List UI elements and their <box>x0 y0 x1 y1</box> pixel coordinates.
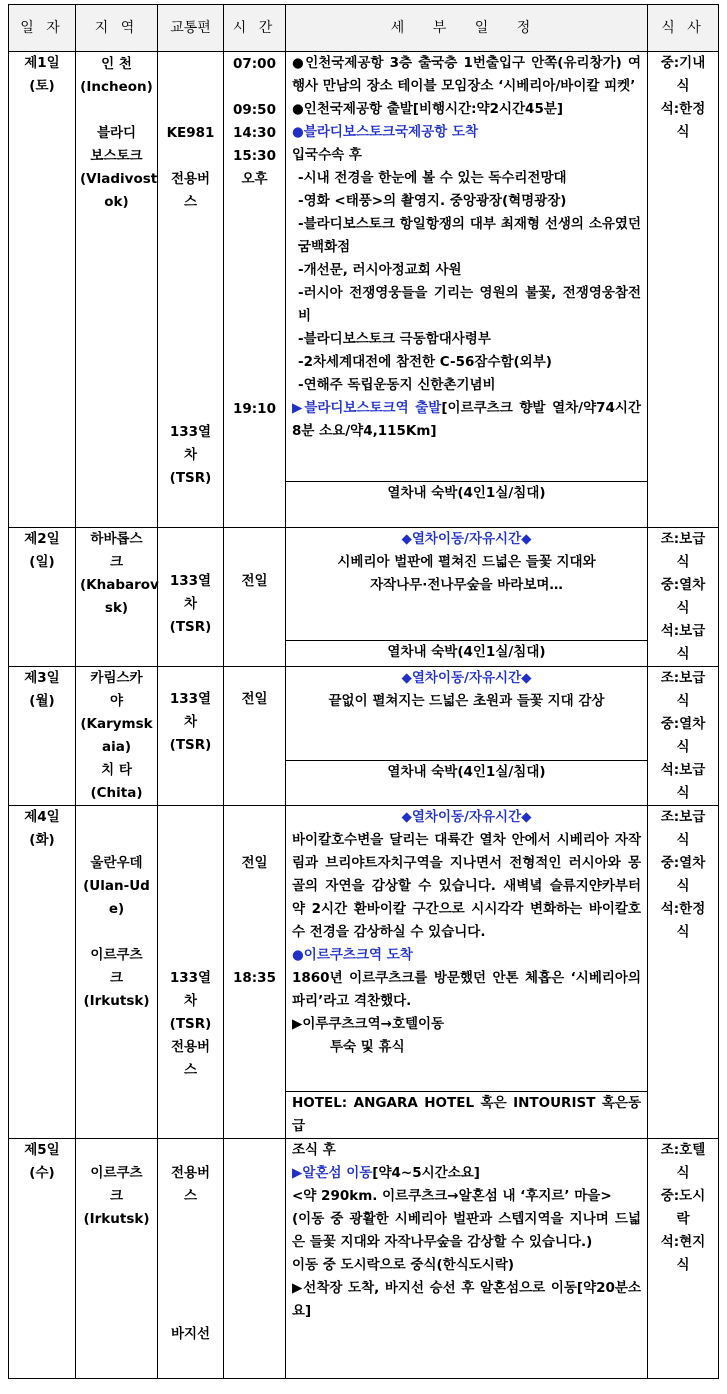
day4-hotel: HOTEL: ANGARA HOTEL 혹은 INTOURIST 혹은동급 <box>286 1092 648 1139</box>
day3-region: 카림스카 야 (Karymsk aia) 치 타 (Chita) <box>76 667 158 806</box>
day4-transport: 133열 차 (TSR) 전용버 스 <box>158 806 224 1139</box>
day5-transport: 전용버 스 바지선 <box>158 1139 224 1379</box>
header-meal: 식 사 <box>648 5 719 52</box>
header-row <box>9 5 719 52</box>
day1-region: 인 천 (Incheon) 블라디 보스토크 (Vladivost ok) <box>76 52 158 528</box>
day1-details: ●인천국제공항 3층 출국층 1번출입구 안쪽(유리창가) 여행사 만남의 장소 테이블 모임장소 ‘시베리아/바이칼 피켓’ ●인천국제공항 출발[비행시간:약2시간45분] ●블라디보스토크국제공항 도착 입국수속 후 -시내 전경을 한눈에 볼 수 있는 독수리전망대 -영화 <태풍>의 촬영지. 중앙광장(혁명광장) -블라디보스토크 항일항쟁의 대부 최재형 선생의 소유였던 굼백화점 -개선문, 러시아정교회 사원 -러시아 전쟁영웅들을 기리는 영원의 불꽃, 전쟁영웅참전비 -블라디보스토크 극동함대사령부 -2차세계대전에 참전한 C-56잠수함(외부) -연해주 독립운동지 신한촌기념비 ▶블라디보스토크역 출발[이르쿠츠크 향발 열차/약74시간8분 소요/약4,115Km] <box>286 52 648 482</box>
day3-details: ◆열차이동/자유시간◆ 끝없이 펼쳐지는 드넓은 초원과 들꽃 지대 감상 <box>286 667 648 761</box>
day3-label: 제3일 (월) <box>9 667 76 806</box>
day4-label: 제4일 (화) <box>9 806 76 1139</box>
day5-label: 제5일 (수) <box>9 1139 76 1379</box>
day5-row <box>9 1139 719 1379</box>
day2-times: 전일 <box>224 528 286 667</box>
header-transport: 교통편 <box>158 5 224 52</box>
day3-lodging: 열차내 숙박(4인1실/침대) <box>286 761 648 806</box>
day2-lodging: 열차내 숙박(4인1실/침대) <box>286 641 648 667</box>
day2-transport: 133열 차 (TSR) <box>158 528 224 667</box>
day5-times <box>224 1139 286 1379</box>
itinerary-table <box>8 4 719 1379</box>
day1-label: 제1일 (토) <box>9 52 76 528</box>
day1-transport: KE981 전용버 스 133열 차 (TSR) <box>158 52 224 528</box>
day3-transport: 133열 차 (TSR) <box>158 667 224 806</box>
day2-label: 제2일 (일) <box>9 528 76 667</box>
day1-meals: 중:기내 식 석:한정 식 <box>648 52 719 528</box>
day2-row <box>9 528 719 641</box>
day4-meals: 조:보급 식 중:열차 식 석:한정 식 <box>648 806 719 1139</box>
day2-meals: 조:보급 식 중:열차 식 석:보급 식 <box>648 528 719 667</box>
day4-region: 울란우데 (Ulan-Ud e) 이르쿠츠 크 (Irkutsk) <box>76 806 158 1139</box>
day4-row <box>9 806 719 1092</box>
day4-times: 전일 18:35 <box>224 806 286 1139</box>
day2-region: 하바롭스 크 (Khabarov sk) <box>76 528 158 667</box>
day1-lodging: 열차내 숙박(4인1실/침대) <box>286 482 648 528</box>
day4-details: ◆열차이동/자유시간◆ 바이칼호수변을 달리는 대륙간 열차 안에서 시베리아 자작림과 브리야트자치구역을 지나면서 전형적인 러시아와 몽골의 자연을 감상할 수 있습니다. 새벽녘 슬류지얀카부터 약 2시간 환바이칼 구간으로 시시각각 변화하는 바이칼호수 전경을 감상하실 수 있습니다. ●이르쿠츠크역 도착 1860년 이르쿠츠크를 방문했던 안톤 체홉은 ‘시베리아의 파리’라고 격찬했다. ▶이루쿠츠크역→호텔이동 투숙 및 휴식 <box>286 806 648 1092</box>
day2-details: ◆열차이동/자유시간◆ 시베리아 벌판에 펼쳐진 드넓은 들꽃 지대와 자작나무·전나무숲을 바라보며… <box>286 528 648 641</box>
header-detail: 세 부 일 정 <box>286 5 648 52</box>
day1-times: 07:00 09:50 14:30 15:30 오후 19:10 <box>224 52 286 528</box>
day5-details: 조식 후 ▶알혼섬 이동[약4~5시간소요] <약 290km. 이르쿠츠크→알혼섬 내 ‘후지르’ 마을> (이동 중 광활한 시베리아 벌판과 스텝지역을 지나며 드넓은 들꽃 지대와 자작나무숲을 감상할 수 있습니다.) 이동 중 도시락으로 중식(한식도시락) ▶선착장 도착, 바지선 승선 후 알혼섬으로 이동[약20분소요] <box>286 1139 648 1379</box>
day3-row <box>9 667 719 761</box>
day1-row <box>9 52 719 482</box>
day3-times: 전일 <box>224 667 286 806</box>
day5-meals: 조:호텔 식 중:도시 락 석:현지 식 <box>648 1139 719 1379</box>
header-day: 일 자 <box>9 5 76 52</box>
header-region: 지 역 <box>76 5 158 52</box>
header-time: 시 간 <box>224 5 286 52</box>
day3-meals: 조:보급 식 중:열차 식 석:보급 식 <box>648 667 719 806</box>
day5-region: 이르쿠츠 크 (Irkutsk) <box>76 1139 158 1379</box>
